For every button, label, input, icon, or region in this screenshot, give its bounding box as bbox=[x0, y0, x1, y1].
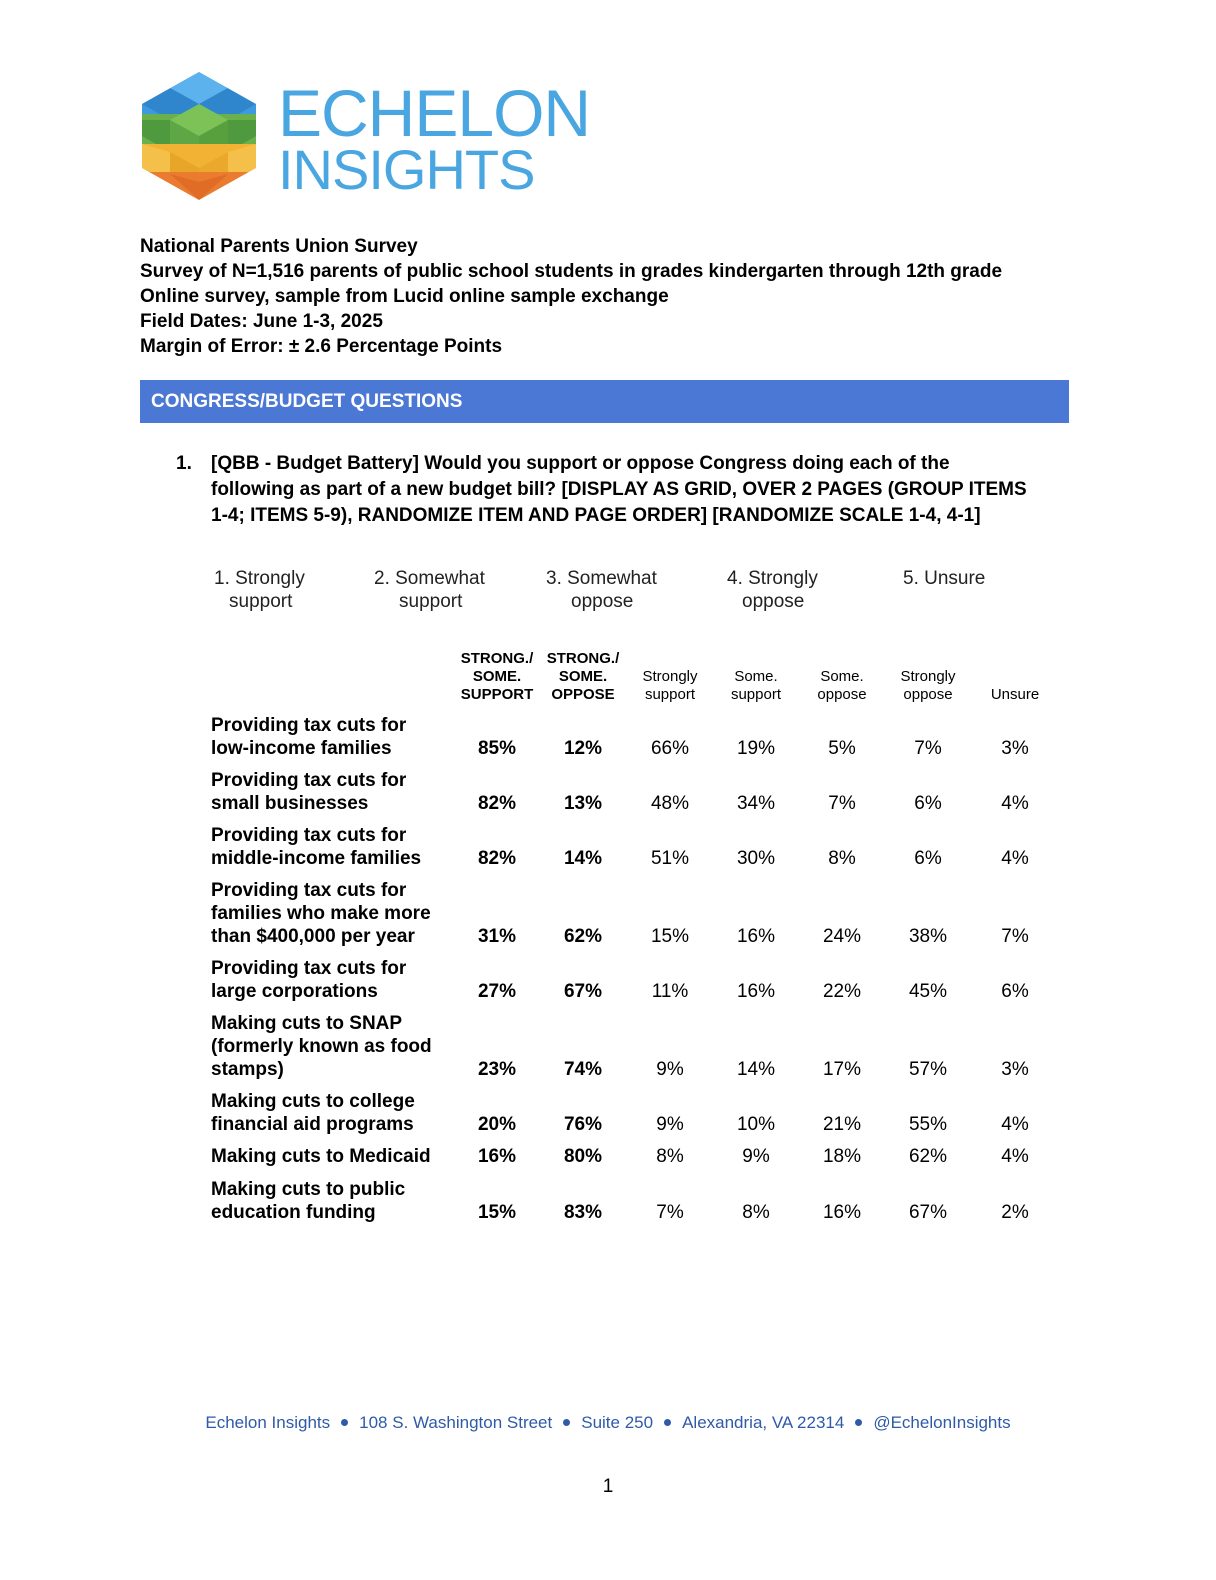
column-header-line: Some. bbox=[734, 668, 778, 685]
survey-margin-of-error: Margin of Error: ± 2.6 Percentage Points bbox=[140, 336, 503, 357]
table-cell: 4% bbox=[1001, 1146, 1029, 1167]
logo-wordmark-line1: ECHELON bbox=[278, 76, 591, 150]
table-cell: 82% bbox=[477, 848, 517, 869]
table-cell: 67% bbox=[908, 1202, 948, 1223]
table-cell: 15% bbox=[650, 926, 690, 947]
table-cell: 76% bbox=[563, 1114, 603, 1135]
column-header-line: support bbox=[730, 686, 782, 703]
row-label-line: families who make more bbox=[211, 903, 431, 924]
scale-option-label: oppose bbox=[742, 591, 805, 612]
row-label bbox=[211, 1145, 461, 1168]
column-header-line: SUPPORT bbox=[460, 686, 534, 703]
scale-option-2 bbox=[374, 567, 485, 613]
table-cell: 62% bbox=[563, 926, 603, 947]
survey-meta bbox=[140, 234, 1002, 359]
column-header-line: STRONG./ bbox=[546, 650, 620, 667]
table-cell: 8% bbox=[742, 1202, 770, 1223]
table-cell: 21% bbox=[822, 1114, 862, 1135]
row-label-line: Providing tax cuts for bbox=[211, 880, 407, 901]
table-cell: 3% bbox=[1001, 1059, 1029, 1080]
table-cell: 6% bbox=[1001, 981, 1029, 1002]
row-label bbox=[211, 1090, 461, 1136]
table-cell: 51% bbox=[650, 848, 690, 869]
row-label bbox=[211, 1178, 461, 1224]
column-header bbox=[960, 686, 1070, 704]
column-header-line: oppose bbox=[817, 686, 867, 703]
table-cell: 67% bbox=[563, 981, 603, 1002]
survey-sample: Survey of N=1,516 parents of public school students in grades kindergarten through 12th grade bbox=[140, 261, 1003, 282]
table-cell: 5% bbox=[828, 738, 856, 759]
column-header-line: oppose bbox=[903, 686, 953, 703]
row-label bbox=[211, 1012, 461, 1081]
row-label-line: stamps) bbox=[211, 1059, 284, 1080]
scale-option-label: 1. Strongly bbox=[214, 568, 305, 589]
echelon-insights-logo bbox=[140, 70, 591, 205]
table-cell: 4% bbox=[1001, 1114, 1029, 1135]
table-cell: 3% bbox=[1001, 738, 1029, 759]
footer-suite: Suite 250 bbox=[581, 1413, 654, 1432]
bullet-dot-icon bbox=[664, 1419, 671, 1426]
column-header-line: OPPOSE bbox=[551, 686, 615, 703]
row-label-line: Making cuts to SNAP bbox=[211, 1013, 403, 1034]
table-cell: 16% bbox=[736, 926, 776, 947]
scale-option-3 bbox=[546, 567, 657, 613]
table-cell: 7% bbox=[1001, 926, 1029, 947]
table-cell: 14% bbox=[563, 848, 603, 869]
table-cell: 7% bbox=[656, 1202, 684, 1223]
row-label-line: Providing tax cuts for bbox=[211, 825, 407, 846]
column-header-line: STRONG./ bbox=[460, 650, 534, 667]
table-cell: 11% bbox=[651, 981, 689, 1002]
table-cell: 27% bbox=[477, 981, 517, 1002]
row-label-line: Making cuts to college bbox=[211, 1091, 415, 1112]
table-cell: 4% bbox=[1001, 793, 1029, 814]
question-text-line: following as part of a new budget bill? [DISPLAY AS GRID, OVER 2 PAGES (GROUP ITEMS bbox=[211, 479, 1027, 500]
footer-city: Alexandria, VA 22314 bbox=[682, 1413, 845, 1432]
section-heading: CONGRESS/BUDGET QUESTIONS bbox=[140, 380, 1069, 423]
table-cell: 6% bbox=[914, 793, 942, 814]
bullet-dot-icon bbox=[855, 1419, 862, 1426]
logo-wordmark-line2: INSIGHTS bbox=[278, 138, 535, 201]
table-cell: 2% bbox=[1001, 1202, 1029, 1223]
row-label-line: education funding bbox=[211, 1202, 376, 1223]
scale-option-5 bbox=[903, 567, 985, 590]
scale-option-label: 4. Strongly bbox=[727, 568, 818, 589]
table-cell: 66% bbox=[650, 738, 690, 759]
table-cell: 31% bbox=[477, 926, 517, 947]
table-cell: 80% bbox=[563, 1146, 603, 1167]
column-header-line: support bbox=[644, 686, 696, 703]
table-cell: 9% bbox=[742, 1146, 770, 1167]
table-cell: 18% bbox=[822, 1146, 862, 1167]
question-text-line: 1-4; ITEMS 5-9), RANDOMIZE ITEM AND PAGE ORDER] [RANDOMIZE SCALE 1-4, 4-1] bbox=[211, 505, 981, 526]
column-header-line: Some. bbox=[820, 668, 864, 685]
table-cell: 19% bbox=[736, 738, 776, 759]
table-cell: 16% bbox=[736, 981, 776, 1002]
table-cell: 62% bbox=[908, 1146, 948, 1167]
table-cell: 16% bbox=[822, 1202, 862, 1223]
table-cell: 12% bbox=[563, 738, 603, 759]
table-cell: 10% bbox=[736, 1114, 776, 1135]
table-cell: 7% bbox=[914, 738, 942, 759]
table-cell: 6% bbox=[914, 848, 942, 869]
row-label bbox=[211, 879, 461, 948]
table-cell: 23% bbox=[477, 1059, 517, 1080]
column-header-line: SOME. bbox=[558, 668, 608, 685]
table-cell: 74% bbox=[563, 1059, 603, 1080]
row-label-line: than $400,000 per year bbox=[211, 926, 415, 947]
table-cell: 9% bbox=[656, 1114, 684, 1135]
bullet-dot-icon bbox=[563, 1419, 570, 1426]
scale-option-label: 2. Somewhat bbox=[374, 568, 485, 589]
table-cell: 24% bbox=[822, 926, 862, 947]
row-label bbox=[211, 957, 461, 1003]
row-label-line: Providing tax cuts for bbox=[211, 770, 407, 791]
table-cell: 8% bbox=[828, 848, 856, 869]
scale-option-label: oppose bbox=[571, 591, 634, 612]
table-cell: 15% bbox=[477, 1202, 517, 1223]
table-cell: 7% bbox=[828, 793, 856, 814]
row-label-line: Providing tax cuts for bbox=[211, 715, 407, 736]
column-header-line: Unsure bbox=[990, 686, 1040, 703]
question-number: 1. bbox=[176, 453, 192, 474]
row-label-line: Making cuts to public bbox=[211, 1179, 406, 1200]
table-cell: 20% bbox=[477, 1114, 517, 1135]
table-cell: 30% bbox=[736, 848, 776, 869]
row-label-line: small businesses bbox=[211, 793, 369, 814]
row-label-line: financial aid programs bbox=[211, 1114, 414, 1135]
column-header-line: SOME. bbox=[472, 668, 522, 685]
row-label-line: middle-income families bbox=[211, 848, 422, 869]
scale-option-label: support bbox=[399, 591, 463, 612]
scale-option-label: support bbox=[229, 591, 293, 612]
survey-title: National Parents Union Survey bbox=[140, 236, 418, 257]
table-cell: 4% bbox=[1001, 848, 1029, 869]
table-cell: 22% bbox=[822, 981, 862, 1002]
table-cell: 16% bbox=[477, 1146, 517, 1167]
table-cell: 48% bbox=[650, 793, 690, 814]
row-label-line: large corporations bbox=[211, 981, 378, 1002]
row-label bbox=[211, 714, 461, 760]
row-label bbox=[211, 824, 461, 870]
survey-field-dates: Field Dates: June 1-3, 2025 bbox=[140, 311, 383, 332]
footer-company: Echelon Insights bbox=[205, 1413, 331, 1432]
scale-option-1 bbox=[214, 567, 305, 613]
table-cell: 83% bbox=[563, 1202, 603, 1223]
question-text bbox=[211, 451, 1071, 529]
survey-method: Online survey, sample from Lucid online sample exchange bbox=[140, 286, 669, 307]
row-label-line: (formerly known as food bbox=[211, 1036, 432, 1057]
table-cell: 45% bbox=[908, 981, 948, 1002]
page-number: 1 bbox=[602, 1476, 614, 1497]
bullet-dot-icon bbox=[341, 1419, 348, 1426]
table-cell: 9% bbox=[656, 1059, 684, 1080]
table-cell: 82% bbox=[477, 793, 517, 814]
column-header-line: Strongly bbox=[900, 668, 956, 685]
scale-option-label: 5. Unsure bbox=[903, 568, 986, 589]
row-label bbox=[211, 769, 461, 815]
footer-handle: @EchelonInsights bbox=[873, 1413, 1011, 1432]
question-text-line: [QBB - Budget Battery] Would you support or oppose Congress doing each of the bbox=[211, 453, 950, 474]
scale-option-4 bbox=[727, 567, 818, 613]
row-label-line: Providing tax cuts for bbox=[211, 958, 407, 979]
table-cell: 57% bbox=[908, 1059, 948, 1080]
table-cell: 13% bbox=[563, 793, 603, 814]
footer-street: 108 S. Washington Street bbox=[359, 1413, 553, 1432]
column-header-line: Strongly bbox=[642, 668, 698, 685]
table-cell: 14% bbox=[736, 1059, 776, 1080]
table-cell: 38% bbox=[908, 926, 948, 947]
table-cell: 55% bbox=[908, 1114, 948, 1135]
table-cell: 34% bbox=[736, 793, 776, 814]
table-cell: 8% bbox=[656, 1146, 684, 1167]
row-label-line: Making cuts to Medicaid bbox=[211, 1146, 431, 1167]
logo-wordmark bbox=[278, 76, 591, 201]
row-label-line: low-income families bbox=[211, 738, 392, 759]
scale-option-label: 3. Somewhat bbox=[546, 568, 657, 589]
hexagon-cube-logo-icon bbox=[140, 70, 258, 202]
table-cell: 17% bbox=[822, 1059, 862, 1080]
table-cell: 85% bbox=[477, 738, 517, 759]
footer-contact bbox=[0, 1411, 1216, 1435]
